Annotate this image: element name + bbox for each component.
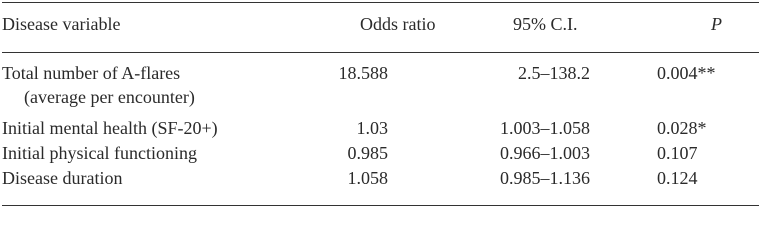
row-2-odds-ratio: 1.03 [356, 118, 388, 138]
row-1-p-value: 0.004** [657, 63, 716, 83]
row-1-ci: 2.5–138.2 [518, 63, 590, 83]
row-3-ci: 0.966–1.003 [500, 143, 590, 163]
row-3-variable: Initial physical functioning [2, 143, 197, 163]
row-4-p-value: 0.124 [657, 168, 698, 188]
bottom-rule [2, 205, 759, 206]
row-4-ci: 0.985–1.136 [500, 168, 590, 188]
header-odds-ratio: Odds ratio [360, 14, 436, 34]
row-3-odds-ratio: 0.985 [347, 143, 388, 163]
header-confidence-interval: 95% C.I. [513, 14, 578, 34]
row-4-variable: Disease duration [2, 168, 123, 188]
row-2-p-value: 0.028* [657, 118, 707, 138]
row-1-odds-ratio: 18.588 [338, 63, 388, 83]
header-disease-variable: Disease variable [2, 14, 121, 34]
row-1-variable: Total number of A-flares [2, 63, 181, 83]
row-1-variable-continued: (average per encounter) [24, 87, 195, 107]
header-p-value: P [711, 14, 722, 34]
top-rule [2, 2, 759, 3]
header-rule [2, 52, 759, 53]
row-3-p-value: 0.107 [657, 143, 698, 163]
row-2-variable: Initial mental health (SF-20+) [2, 118, 218, 138]
row-2-ci: 1.003–1.058 [500, 118, 590, 138]
row-4-odds-ratio: 1.058 [347, 168, 388, 188]
